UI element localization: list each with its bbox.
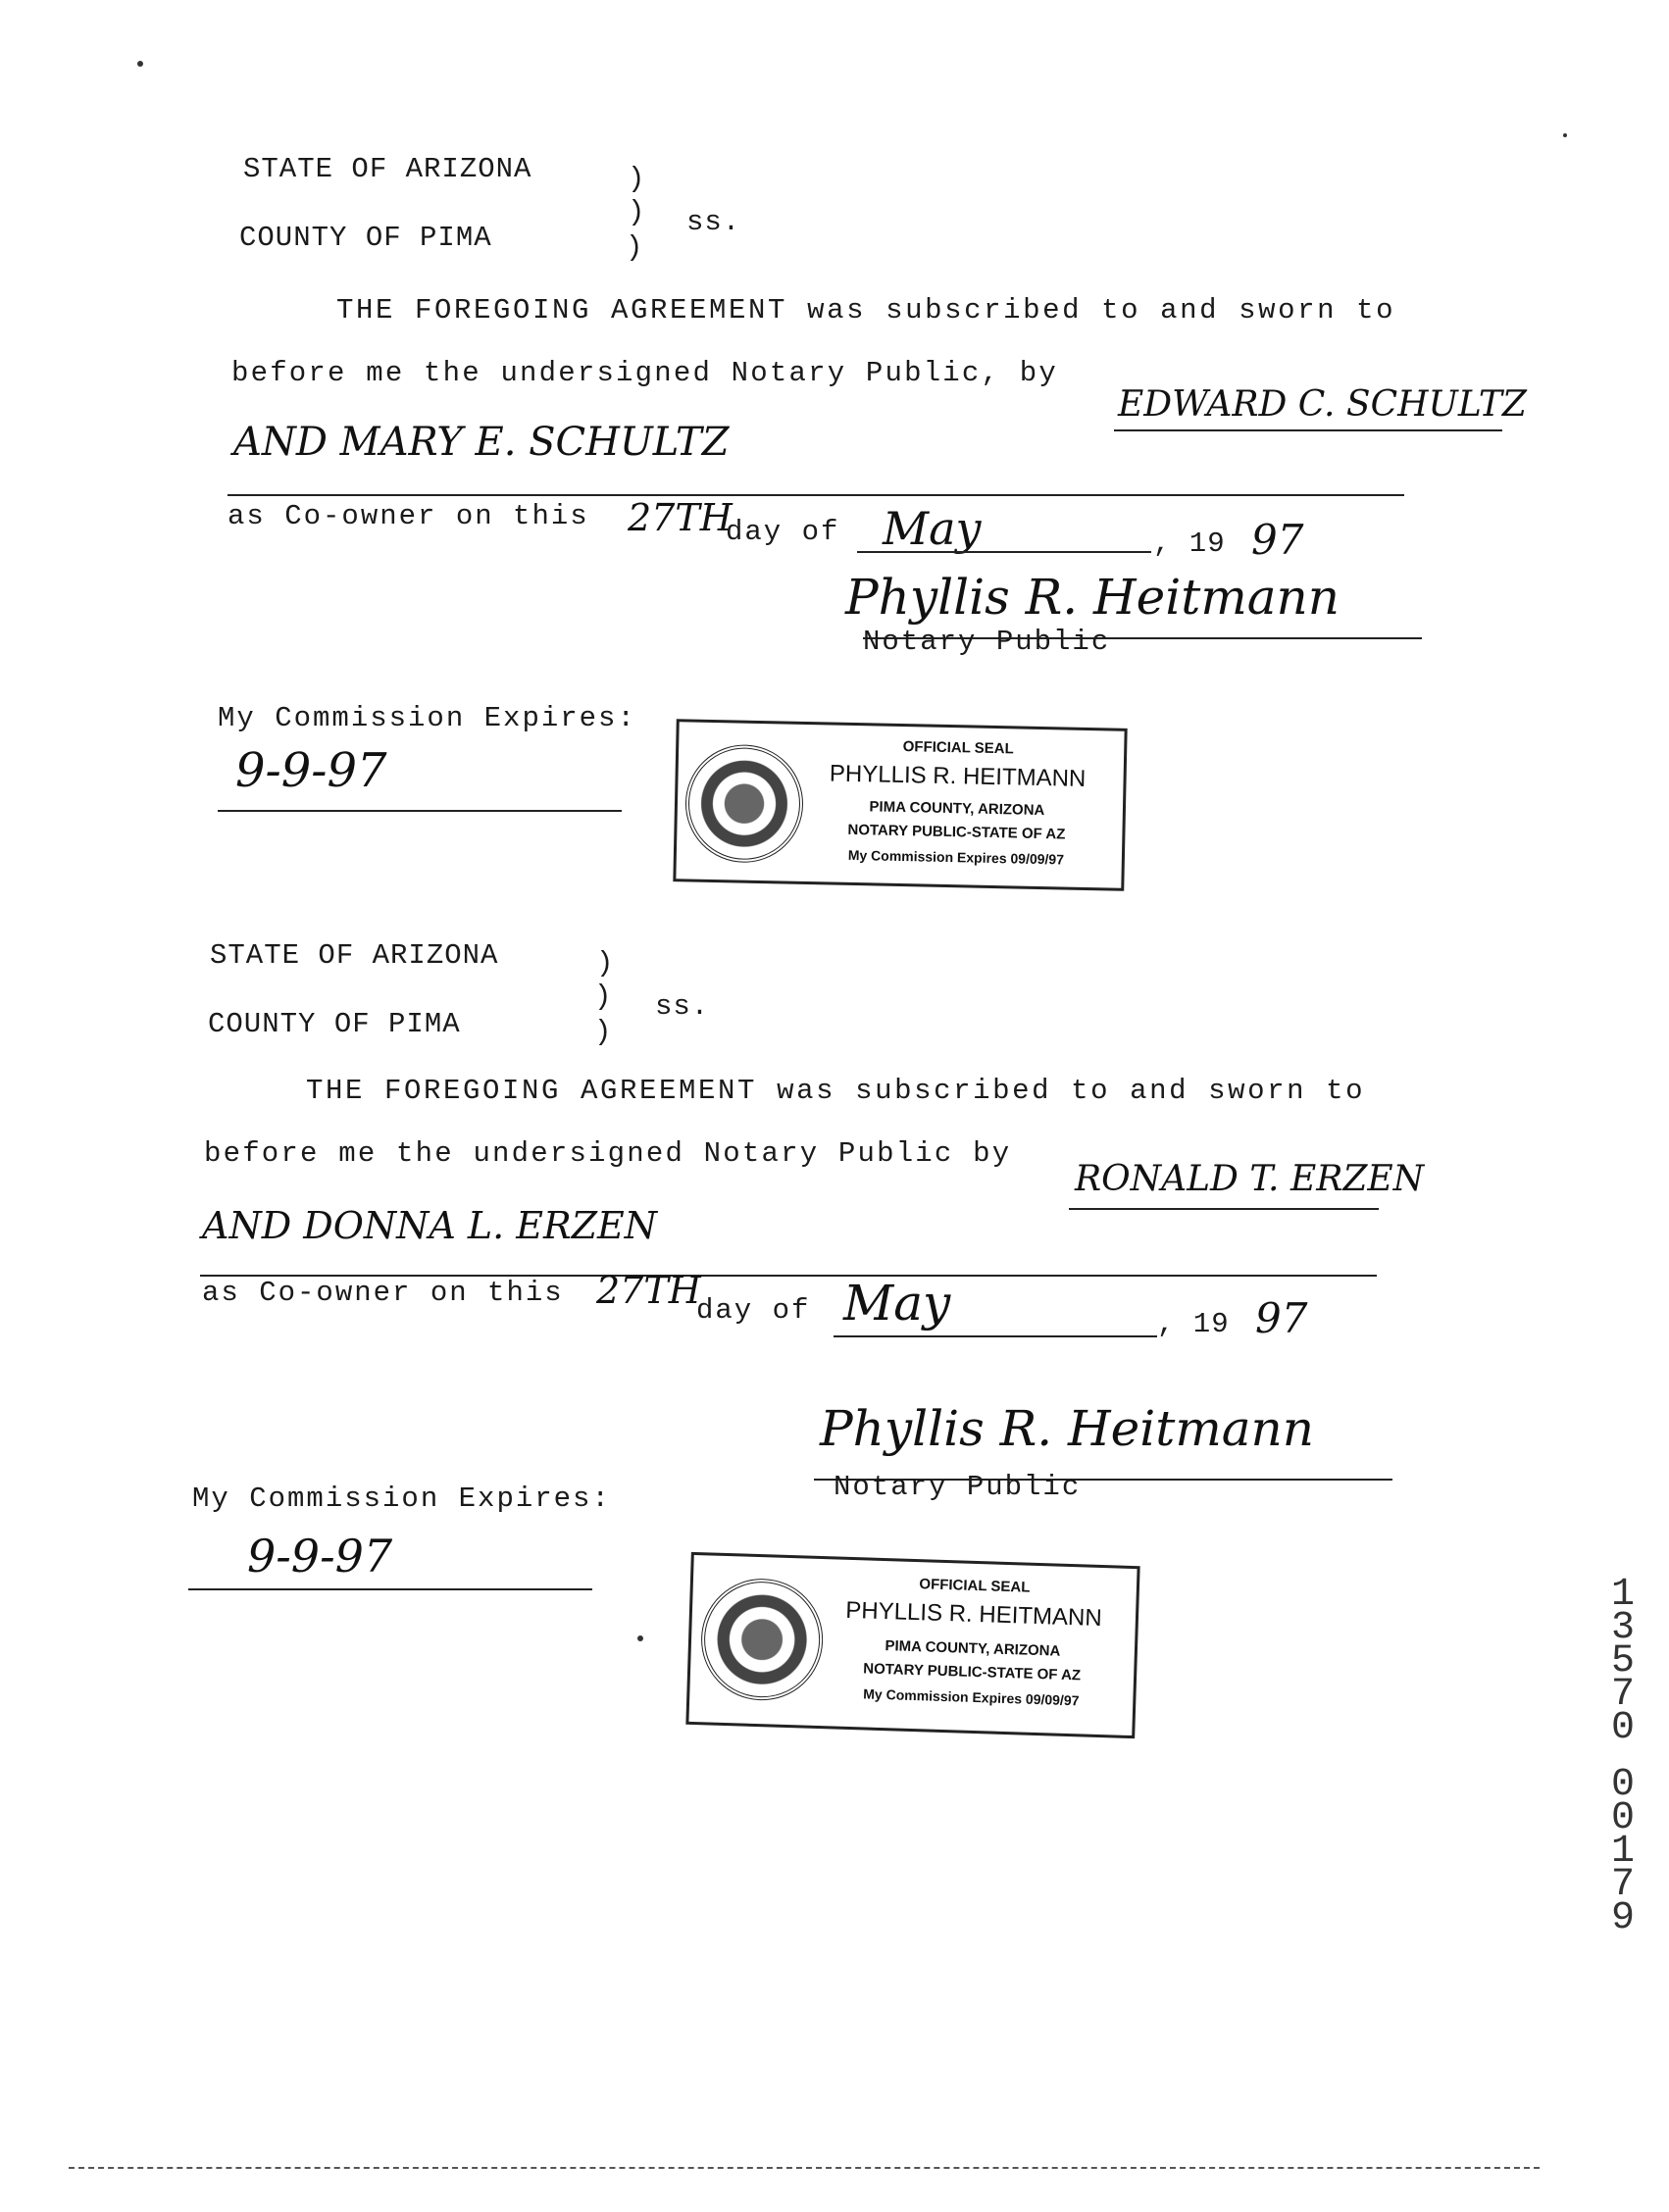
- agreement-line-1: THE FOREGOING AGREEMENT was subscribed to and sworn to: [306, 1075, 1366, 1107]
- handwritten-name-2: AND MARY E. SCHULTZ: [233, 420, 730, 465]
- stamp-line: PIMA COUNTY, ARIZONA: [885, 1637, 1061, 1660]
- handwritten-month: May: [883, 502, 982, 555]
- commission-label: My Commission Expires:: [192, 1483, 611, 1515]
- ss-label: ss.: [655, 990, 710, 1023]
- batch-digit: 0: [1610, 1706, 1635, 1750]
- handwritten-month: May: [843, 1275, 951, 1332]
- notary-seal-stamp: [685, 1552, 1139, 1738]
- stamp-line: My Commission Expires 09/09/97: [847, 846, 1065, 868]
- year-prefix: , 19: [1153, 528, 1226, 560]
- paren: ): [626, 231, 644, 264]
- rule: [188, 1588, 592, 1590]
- handwritten-name-1: EDWARD C. SCHULTZ: [1118, 384, 1527, 425]
- notary-seal-stamp: [673, 719, 1127, 891]
- coowner-prefix: as Co-owner on this: [228, 500, 589, 532]
- agreement-line-2: before me the undersigned Notary Public by: [204, 1137, 1012, 1170]
- county-line: COUNTY OF PIMA: [239, 222, 492, 254]
- batch-digit: 5: [1610, 1639, 1635, 1684]
- batch-digit: 3: [1610, 1606, 1635, 1650]
- paren: ): [594, 1016, 613, 1048]
- batch-digit: 7: [1610, 1673, 1635, 1717]
- scan-speck: [1563, 133, 1567, 137]
- handwritten-expiry: 9-9-97: [247, 1530, 393, 1583]
- scan-dashed-edge: [69, 2167, 1540, 2169]
- handwritten-name-2: AND DONNA L. ERZEN: [202, 1204, 658, 1247]
- rule: [218, 810, 622, 812]
- agreement-line-2: before me the undersigned Notary Public, by: [231, 357, 1058, 389]
- day-of: day of: [696, 1294, 811, 1327]
- paren: ): [596, 947, 615, 980]
- rule: [857, 551, 1151, 553]
- handwritten-expiry: 9-9-97: [235, 743, 387, 798]
- batch-digit: 1: [1610, 1573, 1635, 1617]
- stamp-line: NOTARY PUBLIC-STATE OF AZ: [847, 821, 1066, 843]
- notary-signature: Phyllis R. Heitmann: [820, 1400, 1314, 1457]
- handwritten-year: 97: [1255, 1294, 1308, 1342]
- notary-public-label: Notary Public: [863, 626, 1111, 658]
- handwritten-name-1: RONALD T. ERZEN: [1075, 1159, 1425, 1199]
- ss-label: ss.: [686, 206, 741, 238]
- handwritten-day: 27TH: [596, 1269, 701, 1312]
- stamp-line: PHYLLIS R. HEITMANN: [829, 760, 1087, 792]
- notary-signature: Phyllis R. Heitmann: [845, 569, 1340, 626]
- handwritten-year: 97: [1251, 516, 1304, 564]
- stamp-line: OFFICIAL SEAL: [902, 738, 1014, 758]
- scan-speck: [637, 1635, 643, 1641]
- state-line: STATE OF ARIZONA: [210, 939, 499, 972]
- year-prefix: , 19: [1157, 1308, 1230, 1340]
- seal-emblem: [699, 1577, 825, 1702]
- seal-emblem: [684, 743, 804, 863]
- stamp-line: OFFICIAL SEAL: [919, 1576, 1031, 1596]
- coowner-prefix: as Co-owner on this: [202, 1277, 564, 1309]
- batch-digit: 9: [1610, 1896, 1635, 1940]
- paren: ): [594, 980, 613, 1013]
- paren: ): [628, 196, 646, 228]
- scan-speck: [137, 61, 143, 67]
- rule: [1069, 1208, 1379, 1210]
- county-line: COUNTY OF PIMA: [208, 1008, 461, 1040]
- batch-number: [1589, 1573, 1657, 1940]
- notary-public-label: Notary Public: [834, 1471, 1082, 1503]
- state-line: STATE OF ARIZONA: [243, 153, 532, 185]
- rule: [834, 1335, 1157, 1337]
- rule: [1114, 429, 1502, 431]
- batch-digit: 0: [1610, 1763, 1635, 1807]
- stamp-line: My Commission Expires 09/09/97: [863, 1685, 1080, 1709]
- day-of: day of: [726, 516, 840, 548]
- stamp-line: PHYLLIS R. HEITMANN: [844, 1596, 1103, 1633]
- stamp-line: PIMA COUNTY, ARIZONA: [869, 798, 1045, 820]
- handwritten-day: 27TH: [628, 496, 733, 539]
- batch-digit: 7: [1610, 1863, 1635, 1907]
- batch-digit: 0: [1610, 1796, 1635, 1840]
- paren: ): [628, 163, 646, 195]
- agreement-line-1: THE FOREGOING AGREEMENT was subscribed to and sworn to: [336, 294, 1396, 327]
- stamp-line: NOTARY PUBLIC-STATE OF AZ: [862, 1660, 1082, 1684]
- batch-digit: 1: [1610, 1830, 1635, 1874]
- rule: [228, 494, 1404, 496]
- commission-label: My Commission Expires:: [218, 702, 636, 734]
